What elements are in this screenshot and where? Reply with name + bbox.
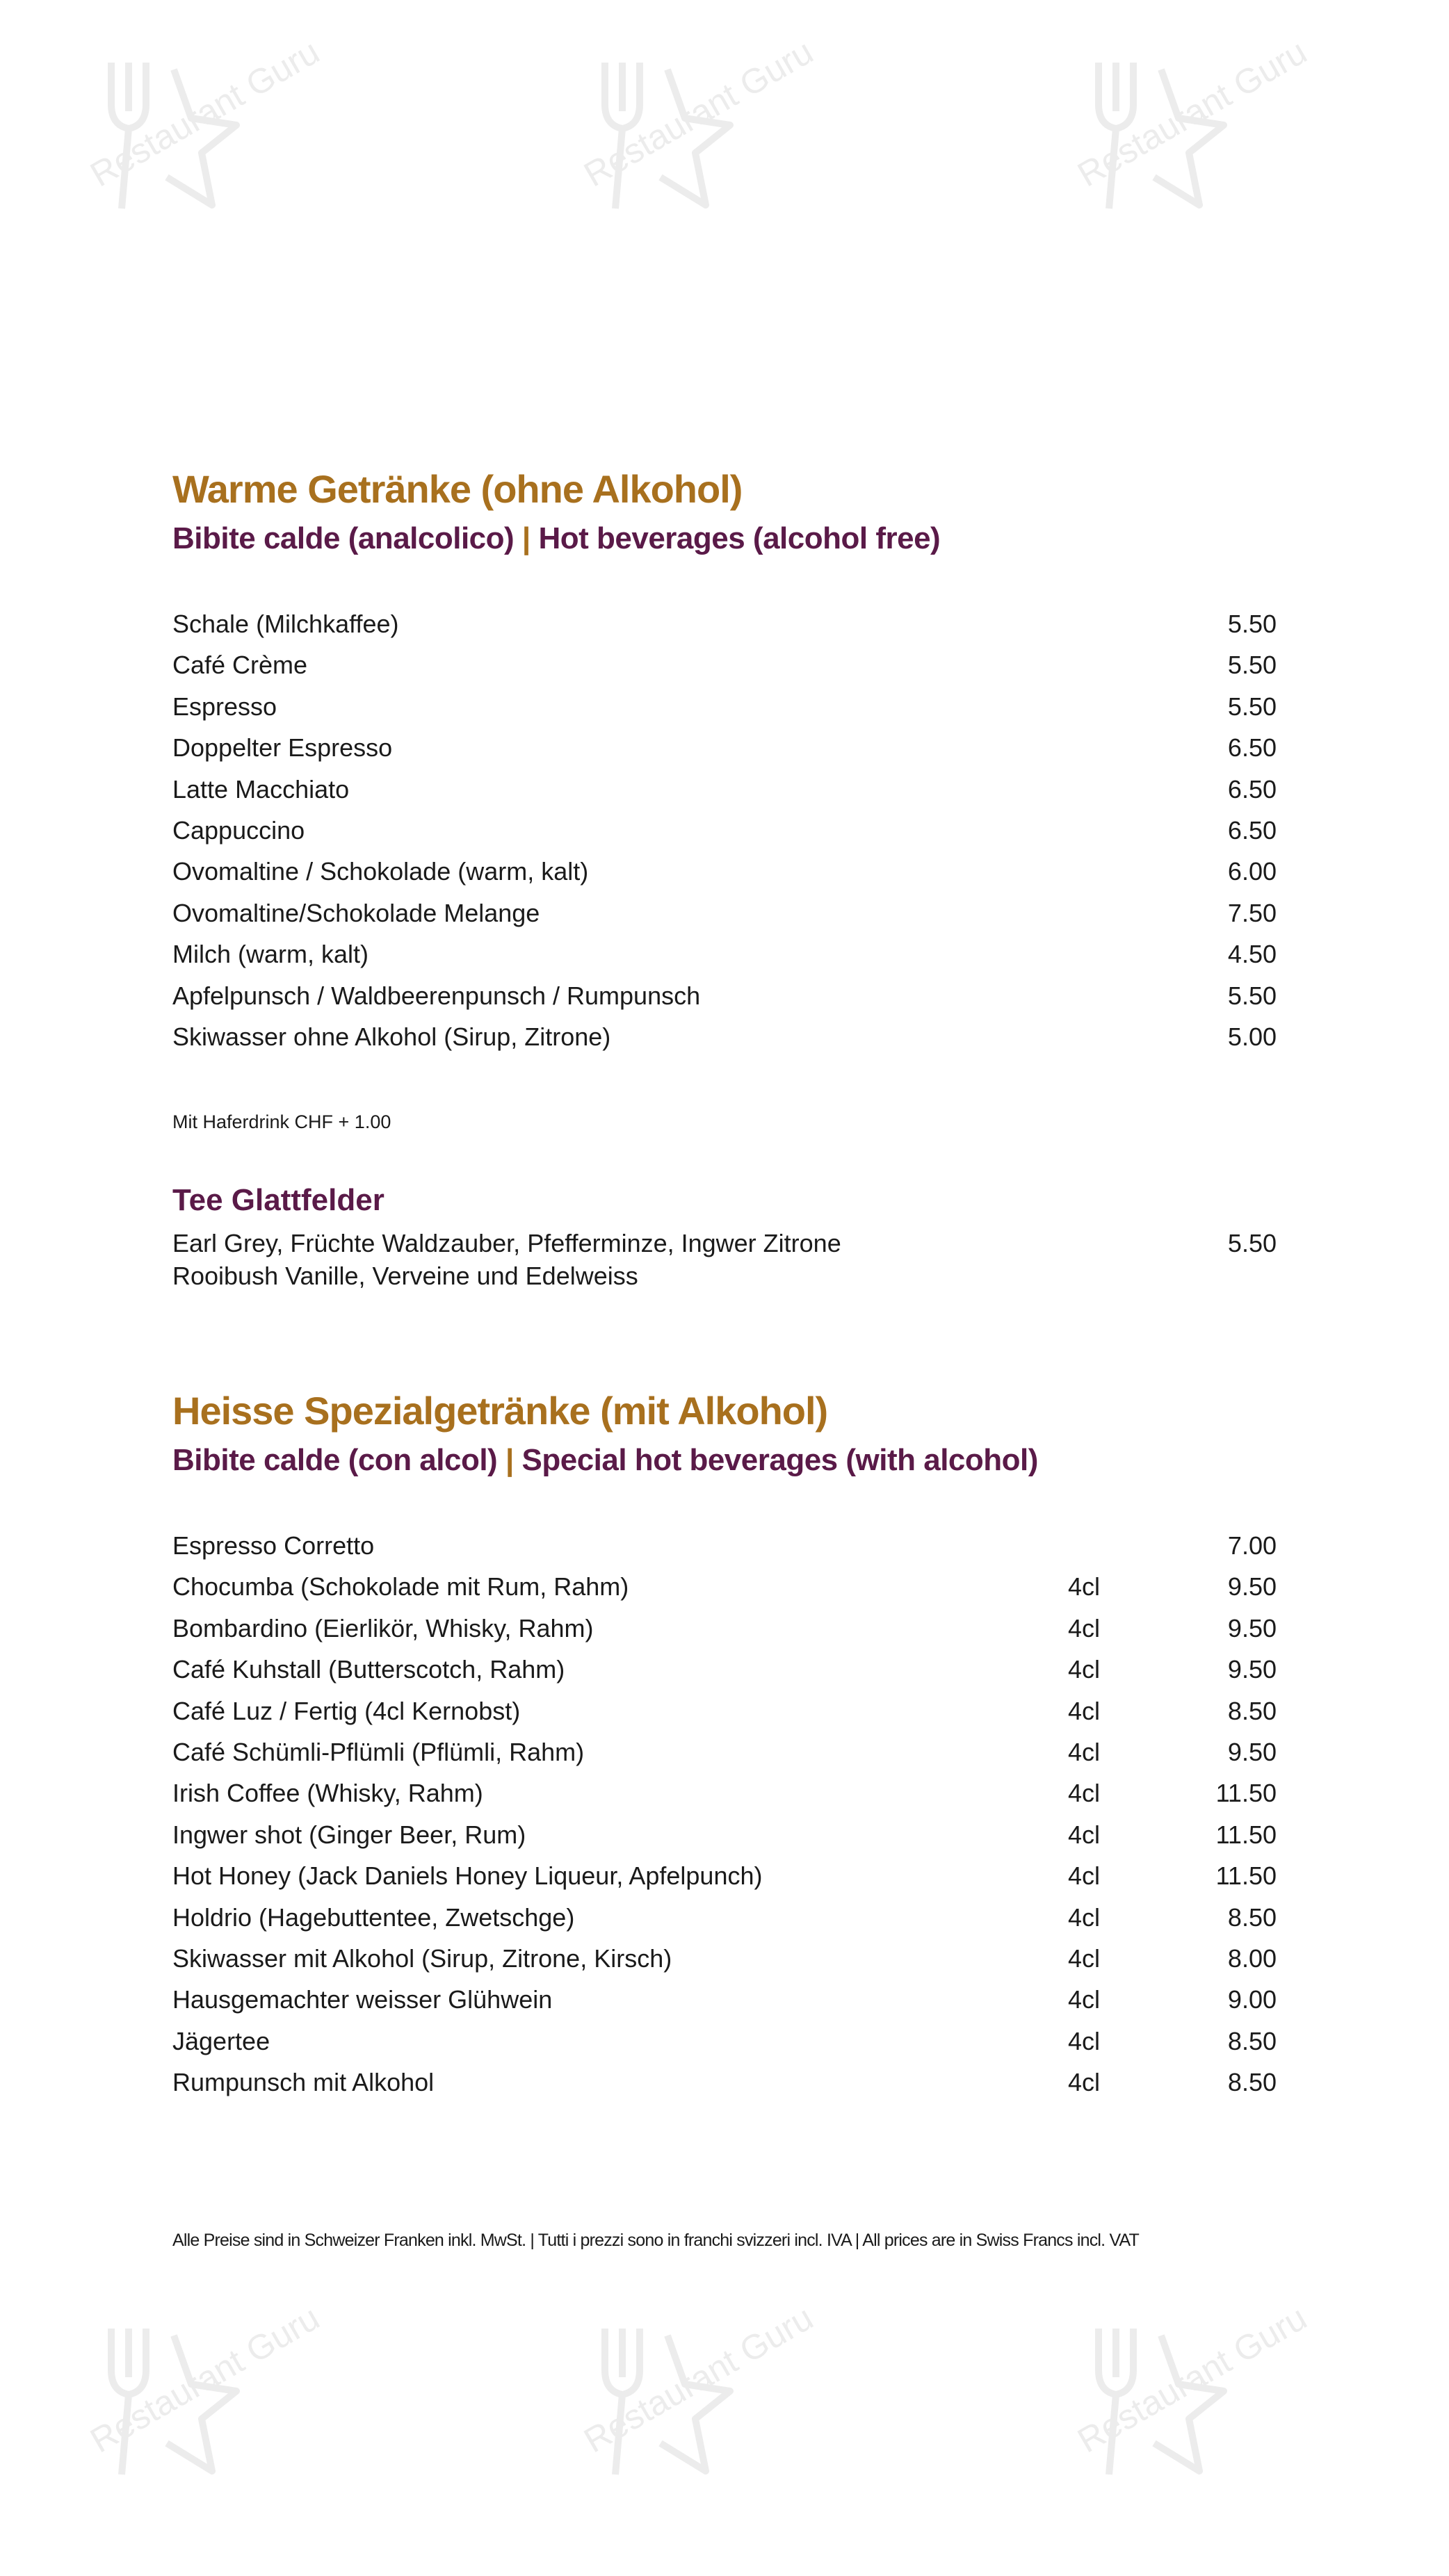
item-price: 11.50	[1215, 1861, 1277, 1891]
item-volume: 4cl	[1068, 1902, 1101, 1932]
watermark	[1057, 2298, 1313, 2516]
item-volume: 4cl	[1068, 2026, 1101, 2055]
section-title-special-drinks: Heisse Spezialgetränke (mit Alkohol)	[172, 1389, 828, 1433]
fork-star-logo-icon	[1057, 2308, 1238, 2488]
item-name: Jägertee	[172, 2026, 270, 2055]
menu-item	[172, 1609, 1277, 1648]
item-volume: 4cl	[1068, 1944, 1101, 1973]
item-price: 11.50	[1215, 1820, 1277, 1849]
item-price: 11.50	[1215, 1779, 1277, 1808]
section-subtitle-special-drinks	[172, 1441, 1038, 1480]
item-price: 9.50	[1227, 1613, 1277, 1642]
item-name: Skiwasser mit Alkohol (Sirup, Zitrone, Kirsch)	[172, 1944, 672, 1973]
watermark	[70, 32, 326, 250]
watermark-text: Restaurant Guru	[1071, 2298, 1313, 2461]
item-name: Hausgemachter weisser Glühwein	[172, 1985, 553, 2014]
item-name: Chocumba (Schokolade mit Rum, Rahm)	[172, 1572, 629, 1601]
menu-item	[172, 1692, 1277, 1731]
menu-item	[172, 1733, 1277, 1772]
item-name: Bombardino (Eierlikör, Whisky, Rahm)	[172, 1613, 594, 1642]
item-name: Hot Honey (Jack Daniels Honey Liqueur, Apfelpunch)	[172, 1861, 763, 1891]
item-price: 6.50	[1227, 733, 1277, 763]
item-name: Café Schümli-Pflümli (Pflümli, Rahm)	[172, 1738, 585, 1766]
item-name: Rumpunsch mit Alkohol	[172, 2068, 435, 2097]
fork-star-logo-icon	[1057, 42, 1238, 222]
item-price: 7.50	[1227, 898, 1277, 927]
item-name: Café Kuhstall (Butterscotch, Rahm)	[172, 1655, 565, 1684]
item-name: Ovomaltine/Schokolade Melange	[172, 898, 540, 927]
item-name: Milch (warm, kalt)	[172, 940, 369, 969]
watermark	[70, 2298, 326, 2516]
item-price: 8.00	[1227, 1944, 1277, 1973]
item-price: 5.50	[1227, 610, 1277, 638]
menu-item	[172, 1567, 1277, 1606]
watermark	[1057, 32, 1313, 250]
item-price: 4.50	[1227, 940, 1277, 969]
watermark-text: Restaurant Guru	[577, 32, 820, 195]
subtitle-separator: |	[505, 1443, 514, 1477]
tea-varieties-line-2: Rooibush Vanille, Verveine und Edelweiss	[172, 1262, 638, 1290]
item-price: 9.50	[1227, 1655, 1277, 1684]
menu-item	[172, 687, 1277, 726]
item-price: 9.50	[1227, 1738, 1277, 1766]
item-name: Doppelter Espresso	[172, 733, 393, 763]
menu-item	[172, 646, 1277, 685]
menu-item	[172, 1857, 1277, 1896]
watermark-text: Restaurant Guru	[83, 32, 326, 195]
item-price: 5.50	[1227, 651, 1277, 680]
menu-item	[172, 1939, 1277, 1978]
item-price: 7.00	[1227, 1531, 1277, 1560]
item-name: Schale (Milchkaffee)	[172, 610, 399, 638]
watermark	[563, 2298, 820, 2516]
tea-price: 5.50	[1227, 1229, 1277, 1257]
item-volume: 4cl	[1068, 1861, 1101, 1891]
fork-star-logo-icon	[563, 2308, 744, 2488]
item-name: Cappuccino	[172, 816, 305, 845]
item-name: Café Luz / Fertig (4cl Kernobst)	[172, 1696, 521, 1725]
fork-star-logo-icon	[70, 2308, 250, 2488]
menu-item	[172, 770, 1277, 809]
item-price: 6.50	[1227, 774, 1277, 804]
menu-item	[172, 894, 1277, 933]
item-name: Skiwasser ohne Alkohol (Sirup, Zitrone)	[172, 1022, 611, 1051]
item-price: 5.50	[1227, 692, 1277, 721]
tea-title: Tee Glattfelder	[172, 1183, 384, 1217]
item-price: 8.50	[1227, 2026, 1277, 2055]
menu-item	[172, 935, 1277, 974]
subtitle-english: Hot beverages (alcohol free)	[538, 521, 941, 555]
menu-item	[172, 605, 1277, 644]
menu-item	[172, 1980, 1277, 2019]
watermark	[563, 32, 820, 250]
watermark-text: Restaurant Guru	[577, 2298, 820, 2461]
item-price: 9.50	[1227, 1572, 1277, 1601]
item-price: 9.00	[1227, 1985, 1277, 2014]
item-price: 6.50	[1227, 816, 1277, 845]
fork-star-logo-icon	[70, 42, 250, 222]
item-volume: 4cl	[1068, 1696, 1101, 1725]
item-price: 8.50	[1227, 1902, 1277, 1932]
item-price: 6.00	[1227, 857, 1277, 886]
oat-drink-note: Mit Haferdrink CHF + 1.00	[172, 1111, 391, 1132]
section-title-warm-drinks: Warme Getränke (ohne Alkohol)	[172, 467, 743, 511]
item-price: 8.50	[1227, 1696, 1277, 1725]
menu-item	[172, 728, 1277, 767]
price-footnote: Alle Preise sind in Schweizer Franken inkl. MwSt. | Tutti i prezzi sono in franchi svizzeri incl. IVA | All prices are in Swiss Francs incl. VAT	[172, 2231, 1139, 2250]
item-name: Irish Coffee (Whisky, Rahm)	[172, 1779, 483, 1808]
item-volume: 4cl	[1068, 1820, 1101, 1849]
menu-item	[172, 1774, 1277, 1813]
item-volume: 4cl	[1068, 1738, 1101, 1766]
subtitle-italian: Bibite calde (analcolico)	[172, 521, 515, 555]
item-name: Ingwer shot (Ginger Beer, Rum)	[172, 1820, 526, 1849]
item-volume: 4cl	[1068, 1655, 1101, 1684]
item-volume: 4cl	[1068, 1779, 1101, 1808]
menu-item	[172, 1816, 1277, 1854]
item-name: Café Crème	[172, 651, 308, 680]
item-name: Latte Macchiato	[172, 774, 350, 804]
fork-star-logo-icon	[563, 42, 744, 222]
subtitle-italian: Bibite calde (con alcol)	[172, 1443, 498, 1477]
item-price: 5.00	[1227, 1022, 1277, 1051]
section-subtitle-warm-drinks	[172, 519, 940, 558]
item-name: Holdrio (Hagebuttentee, Zwetschge)	[172, 1902, 575, 1932]
item-name: Ovomaltine / Schokolade (warm, kalt)	[172, 857, 589, 886]
watermark-text: Restaurant Guru	[83, 2298, 326, 2461]
subtitle-english: Special hot beverages (with alcohol)	[521, 1443, 1038, 1477]
menu-item	[172, 2022, 1277, 2061]
menu-item	[172, 1650, 1277, 1689]
item-price: 5.50	[1227, 981, 1277, 1010]
item-name: Espresso	[172, 692, 277, 721]
subtitle-separator: |	[521, 521, 531, 555]
menu-item	[172, 852, 1277, 891]
menu-item	[172, 1898, 1277, 1937]
item-name: Apfelpunsch / Waldbeerenpunsch / Rumpunsch	[172, 981, 701, 1010]
item-name: Espresso Corretto	[172, 1531, 375, 1560]
item-volume: 4cl	[1068, 1985, 1101, 2014]
item-volume: 4cl	[1068, 1613, 1101, 1642]
item-volume: 4cl	[1068, 2068, 1101, 2097]
menu-item	[172, 811, 1277, 850]
item-price: 8.50	[1227, 2068, 1277, 2097]
watermark-text: Restaurant Guru	[1071, 32, 1313, 195]
menu-item	[172, 977, 1277, 1016]
tea-varieties-line-1: Earl Grey, Früchte Waldzauber, Pfefferminze, Ingwer Zitrone	[172, 1229, 841, 1257]
menu-item	[172, 1018, 1277, 1057]
item-volume: 4cl	[1068, 1572, 1101, 1601]
menu-item	[172, 1526, 1277, 1565]
menu-item	[172, 2063, 1277, 2102]
